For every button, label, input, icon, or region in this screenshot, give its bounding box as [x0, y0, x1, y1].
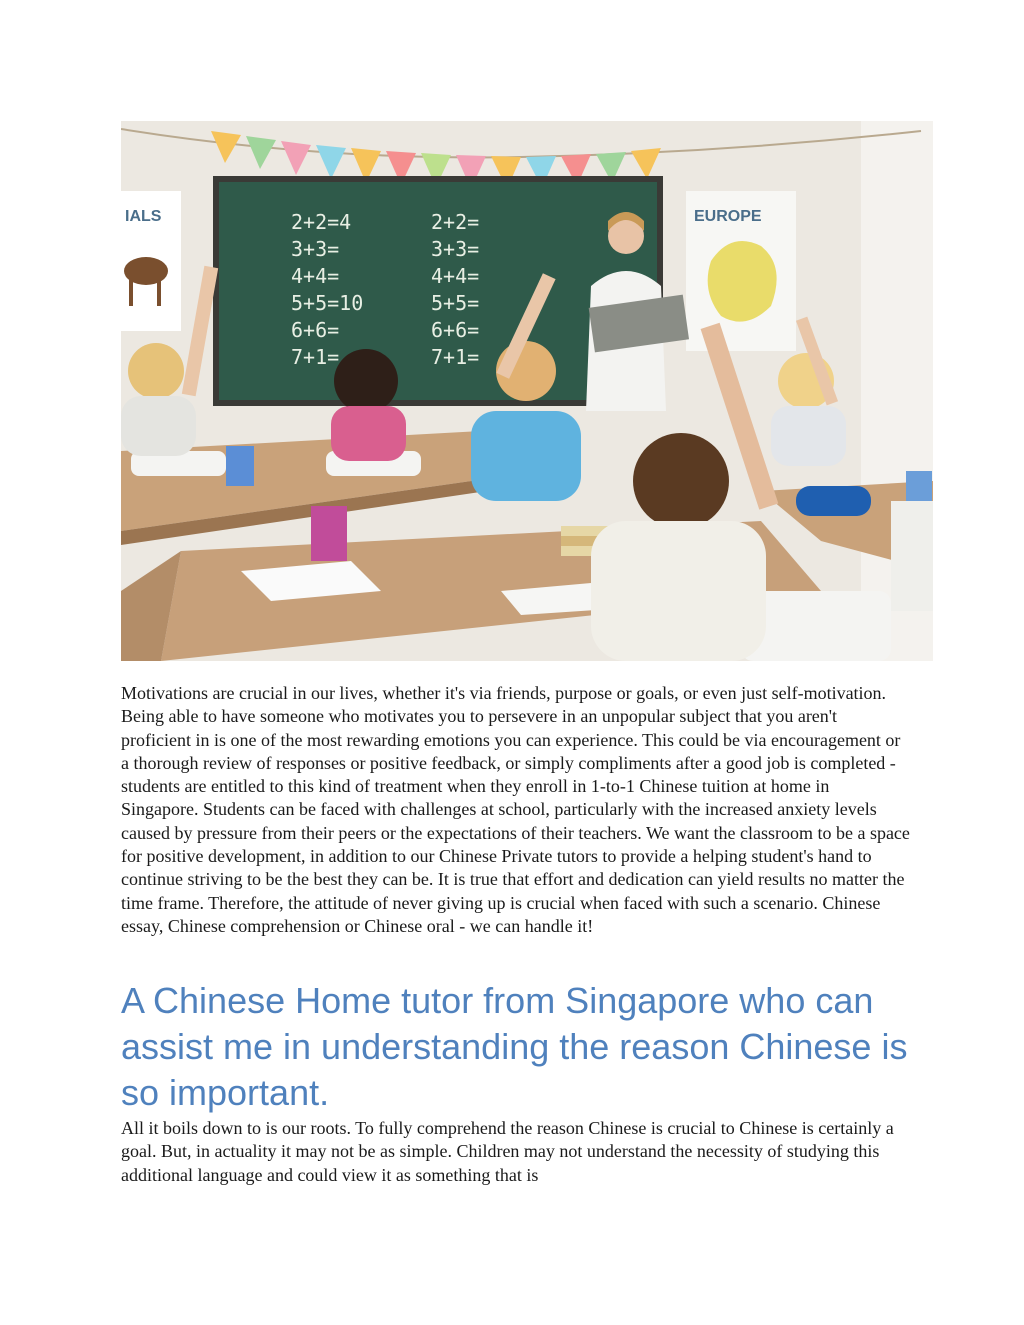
chalk-right-1: 2+2=	[431, 210, 480, 234]
chalk-right-6: 7+1=	[431, 345, 480, 369]
chalk-right-5: 6+6=	[431, 318, 480, 342]
classroom-illustration	[121, 121, 933, 661]
roots-paragraph: All it boils down to is our roots. To fully comprehend the reason Chinese is crucial to Chinese is certainly a goal. But, in actuality it may not be as simple. Children may not understand the necessity of studying this additional language and could view it as something that is	[121, 1118, 894, 1185]
poster-left-label: IALS	[125, 208, 162, 225]
chalk-left-2: 3+3=	[291, 237, 340, 261]
chalk-left-6: 7+1=	[291, 345, 340, 369]
intro-paragraph: Motivations are crucial in our lives, whether it's via friends, purpose or goals, or even just self-motivation. Being able to have someone who motivates you to persevere in an unpopular subject that you aren't proficient in is one of the most rewarding emotions you can experience. This could be via encouragement or a thorough review of responses or positive feedback, or simply compliments after a good job is completed - students are entitled to this kind of treatment when they enroll in 1-to-1 Chinese tuition at home in Singapore. Students can be faced with challenges at school, particularly with the increased anxiety levels caused by pressure from their peers or the expectations of their teachers. We want the classroom to be a space for positive development, in addition to our Chinese Private tutors to provide a helping student's hand to continue striving to be the best they can be. It is true that effort and dedication can yield results no matter the time frame. Therefore, the attitude of never giving up is crucial when faced with such a scenario. Chinese essay, Chinese comprehension or Chinese oral - we can handle it!	[121, 683, 910, 936]
chalk-left-3: 4+4=	[291, 264, 340, 288]
classroom-photo	[121, 121, 933, 661]
chalk-right-3: 4+4=	[431, 264, 480, 288]
section-heading: A Chinese Home tutor from Singapore who can assist me in understanding the reason Chinese is so important.	[121, 980, 908, 1113]
poster-right-label: EUROPE	[694, 208, 762, 225]
chalk-right-2: 3+3=	[431, 237, 480, 261]
chalk-left-5: 6+6=	[291, 318, 340, 342]
chalk-left-4: 5+5=10	[291, 291, 364, 315]
chalk-left-1: 2+2=4	[291, 210, 352, 234]
chalk-right-4: 5+5=	[431, 291, 480, 315]
